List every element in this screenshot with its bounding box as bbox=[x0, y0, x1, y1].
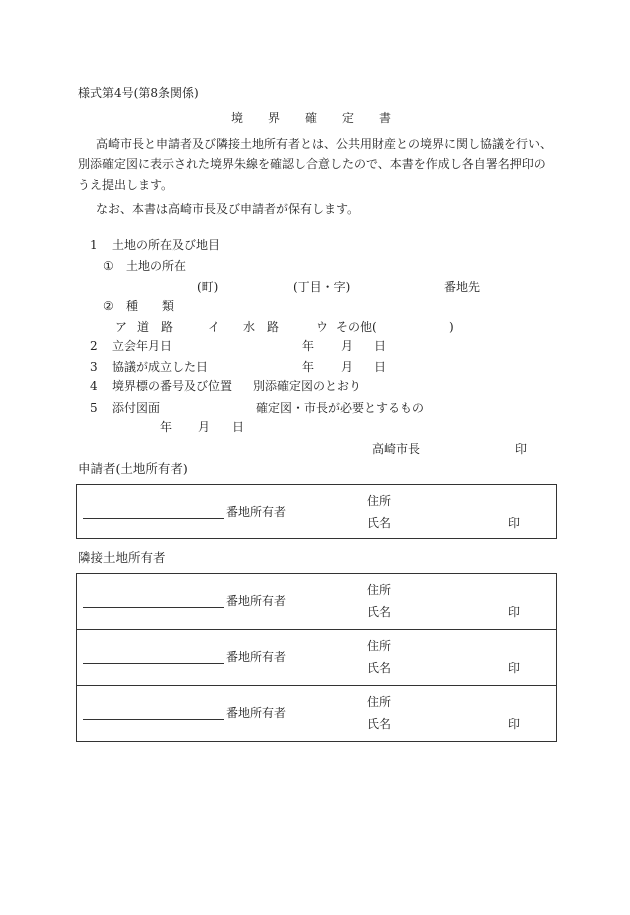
seal-label: 印 bbox=[508, 516, 521, 530]
owner-suffix-label: 番地所有者 bbox=[226, 650, 287, 664]
year-label: 年 bbox=[160, 420, 173, 434]
lot-field-label: 番地先 bbox=[444, 280, 481, 294]
option-mark: イ bbox=[208, 320, 221, 334]
applicant-heading: 申請者(土地所有者) bbox=[78, 461, 188, 476]
day-label: 日 bbox=[374, 360, 387, 374]
signature-row bbox=[77, 574, 556, 629]
form-number: 様式第4号(第8条関係) bbox=[78, 86, 199, 100]
mayor-title: 高崎市長 bbox=[372, 442, 421, 456]
sub-item-mark: ② bbox=[103, 299, 114, 313]
town-field-label: (町) bbox=[197, 280, 219, 294]
item-label: 土地の所在及び地目 bbox=[112, 238, 221, 252]
option-label: 道 路 bbox=[137, 320, 174, 334]
address-label: 住所 bbox=[367, 639, 392, 653]
option-label: その他( bbox=[336, 320, 377, 334]
sub-item-mark: ① bbox=[103, 259, 114, 273]
month-label: 月 bbox=[341, 339, 354, 353]
intro-note: なお、本書は高崎市長及び申請者が保有します。 bbox=[96, 202, 360, 216]
lot-number-blank-line bbox=[83, 518, 224, 519]
year-label: 年 bbox=[302, 360, 315, 374]
month-label: 月 bbox=[198, 420, 211, 434]
lot-number-blank-line bbox=[83, 663, 224, 664]
name-label: 氏名 bbox=[367, 516, 392, 530]
item-value: 確定図・市長が必要とするもの bbox=[256, 401, 425, 415]
name-label: 氏名 bbox=[367, 661, 392, 675]
intro-line: うえ提出します。 bbox=[78, 178, 174, 192]
seal-label: 印 bbox=[508, 605, 521, 619]
lot-number-blank-line bbox=[83, 607, 224, 608]
name-label: 氏名 bbox=[367, 605, 392, 619]
item-label: 立会年月日 bbox=[112, 339, 173, 353]
seal-label: 印 bbox=[508, 661, 521, 675]
option-close-paren: ) bbox=[449, 320, 454, 334]
signature-row bbox=[77, 629, 556, 685]
item-number: 2 bbox=[90, 339, 98, 353]
option-label: 水 路 bbox=[243, 320, 280, 334]
lot-number-blank-line bbox=[83, 719, 224, 720]
year-label: 年 bbox=[302, 339, 315, 353]
address-label: 住所 bbox=[367, 494, 392, 508]
signature-row bbox=[77, 485, 556, 538]
option-mark: ウ bbox=[316, 320, 329, 334]
document-title: 境 界 確 定 書 bbox=[231, 111, 398, 125]
item-label: 協議が成立した日 bbox=[112, 360, 209, 374]
intro-line: 高崎市長と申請者及び隣接土地所有者とは、公共用財産との境界に関し協議を行い、 bbox=[96, 137, 553, 151]
intro-line: 別添確定図に表示された境界朱線を確認し合意したので、本書を作成し各自署名押印の bbox=[78, 157, 546, 171]
day-label: 日 bbox=[232, 420, 245, 434]
sub-item-label: 土地の所在 bbox=[126, 259, 187, 273]
item-label: 境界標の番号及び位置 bbox=[112, 379, 233, 393]
applicant-signature-box bbox=[76, 484, 557, 539]
day-label: 日 bbox=[374, 339, 387, 353]
owner-suffix-label: 番地所有者 bbox=[226, 505, 287, 519]
neighbors-heading: 隣接土地所有者 bbox=[78, 550, 166, 565]
item-number: 3 bbox=[90, 360, 98, 374]
signature-row bbox=[77, 685, 556, 741]
item-value: 別添確定図のとおり bbox=[253, 379, 362, 393]
address-label: 住所 bbox=[367, 583, 392, 597]
item-number: 5 bbox=[90, 401, 98, 415]
sub-item-label: 種 類 bbox=[126, 299, 175, 313]
chome-field-label: (丁目・字) bbox=[293, 280, 351, 294]
mayor-seal-label: 印 bbox=[515, 442, 528, 456]
name-label: 氏名 bbox=[367, 717, 392, 731]
owner-suffix-label: 番地所有者 bbox=[226, 706, 287, 720]
neighbors-signature-box bbox=[76, 573, 557, 742]
address-label: 住所 bbox=[367, 695, 392, 709]
item-label: 添付図面 bbox=[112, 401, 161, 415]
month-label: 月 bbox=[341, 360, 354, 374]
seal-label: 印 bbox=[508, 717, 521, 731]
option-mark: ア bbox=[115, 320, 128, 334]
item-number: 1 bbox=[90, 238, 98, 252]
owner-suffix-label: 番地所有者 bbox=[226, 594, 287, 608]
item-number: 4 bbox=[90, 379, 98, 393]
